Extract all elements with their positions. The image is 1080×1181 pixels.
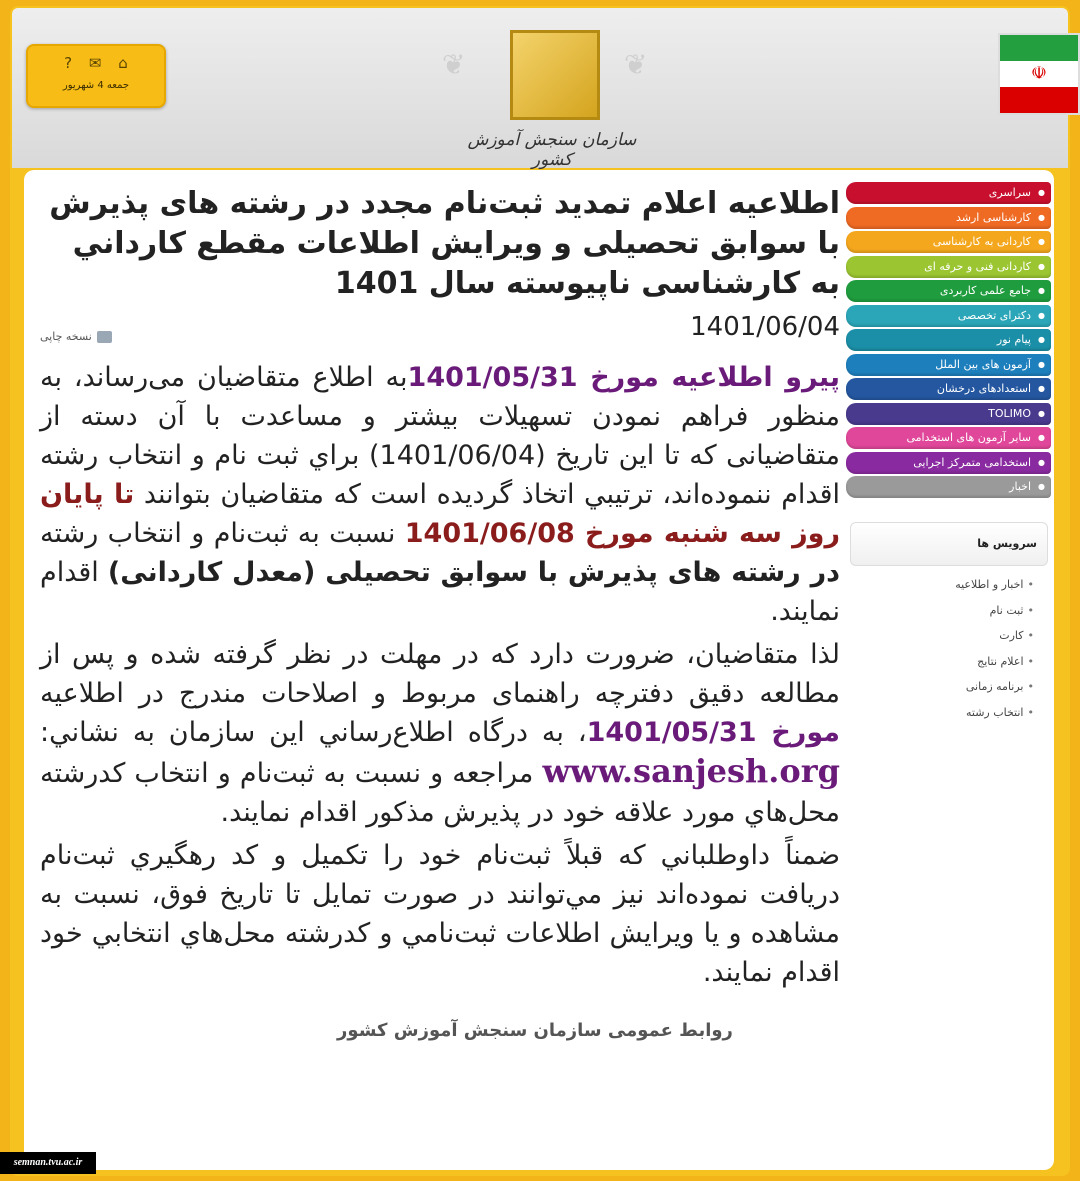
home-icon[interactable]: ⌂ bbox=[118, 54, 128, 72]
article-body bbox=[40, 358, 840, 992]
menu-item[interactable]: ● دکترای تخصصی bbox=[846, 305, 1051, 327]
menu-item[interactable]: ● آزمون های بین الملل bbox=[846, 354, 1051, 376]
menu-item[interactable]: ● استخدامی متمرکز اجرایی bbox=[846, 452, 1051, 474]
article-date: 1401/06/04 bbox=[690, 312, 840, 342]
menu-item[interactable]: ● کارشناسی ارشد bbox=[846, 207, 1051, 229]
side-menu bbox=[846, 182, 1051, 501]
article bbox=[40, 184, 840, 1041]
ornament-left-icon: ❦ bbox=[442, 48, 466, 81]
printer-icon bbox=[97, 331, 112, 343]
current-date: جمعه 4 شهریور bbox=[62, 80, 130, 91]
paragraph-2: لذا متقاضیان، ضرورت دارد که در مهلت در نظر گرفته شده و پس از مطالعه دقیق دفترچه راهنمای مربوط و اصلاحات مندرج در اطلاعیه مورخ 1401/05/31، به درگاه اطلاع‌رساني اين سازمان به نشاني: www.sanjesh.org مراجعه و نسبت به ثبت‌نام و انتخاب کدرشته محل‌هاي مورد علاقه خود در پذیرش مذکور اقدام نمایند. bbox=[40, 639, 840, 828]
service-link[interactable]: • اعلام نتایج bbox=[854, 649, 1044, 675]
help-icon[interactable]: ? bbox=[64, 54, 73, 72]
signature: روابط عمومی سازمان سنجش آموزش کشور bbox=[337, 1020, 733, 1041]
service-link[interactable]: • ثبت نام bbox=[854, 598, 1044, 624]
menu-item[interactable]: ● TOLIMO bbox=[846, 403, 1051, 425]
menu-item[interactable]: ● استعدادهای درخشان bbox=[846, 378, 1051, 400]
service-link[interactable]: • کارت bbox=[854, 623, 1044, 649]
menu-item[interactable]: ● اخبار bbox=[846, 476, 1051, 498]
menu-item[interactable]: ● سراسری bbox=[846, 182, 1051, 204]
iran-flag-icon: ☫ bbox=[998, 33, 1080, 115]
mail-icon[interactable]: ✉ bbox=[88, 54, 102, 72]
service-link[interactable]: • انتخاب رشته bbox=[854, 700, 1044, 726]
services-list bbox=[854, 572, 1044, 725]
paragraph-3: ضمناً داوطلباني كه قبلاً ثبت‌نام خود را تكميل و كد رهگيري ثبت‌نام دريافت نموده‌اند نيز مي‌توانند در صورت تمايل تا تاريخ فوق، نسبت به مشاهده و يا ويرايش اطلاعات ثبت‌نامي و كدرشته محل‌هاي انتخابي خود اقدام نمايند. bbox=[40, 840, 840, 988]
watermark: semnan.tvu.ac.ir bbox=[0, 1152, 96, 1174]
site-header bbox=[12, 8, 1068, 168]
menu-item[interactable]: ● کاردانی به کارشناسی bbox=[846, 231, 1051, 253]
services-header: سرویس ها bbox=[850, 522, 1048, 566]
sanjesh-website-link[interactable]: www.sanjesh.org bbox=[542, 752, 840, 790]
service-link[interactable]: • برنامه زمانی bbox=[854, 674, 1044, 700]
paragraph-1: پیرو اطلاعیه مورخ 1401/05/31به اطلاع متقاضیان می‌رساند، به منظور فراهم نمودن تسهیلات بیشتر و مساعدت با آن دسته از متقاضیانی که تا این تاریخ (1401/06/04) براي ثبت نام و انتخاب رشته اقدام ننموده‌اند، ترتیبي اتخاذ گردیده است که متقاضیان بتوانند تا پایان روز سه شنبه مورخ 1401/06/08 نسبت به ثبت‌نام و انتخاب رشته در رشته های پذیرش با سوابق تحصیلی (معدل کاردانی) اقدام نمایند. bbox=[40, 362, 840, 627]
main-content bbox=[24, 170, 1054, 1170]
article-title: اطلاعیه اعلام تمدید ثبت‌نام مجدد در رشته های پذیرش با سوابق تحصیلی و ویرایش اطلاعات مقطع كارداني به كارشناسی ناپیوسته سال 1401 bbox=[49, 186, 840, 301]
org-logo[interactable] bbox=[510, 30, 600, 120]
ornament-right-icon: ❦ bbox=[624, 48, 648, 81]
menu-item[interactable]: ● کاردانی فنی و حرفه ای bbox=[846, 256, 1051, 278]
menu-item[interactable]: ● سایر آزمون های استخدامی bbox=[846, 427, 1051, 449]
menu-item[interactable]: ● پیام نور bbox=[846, 329, 1051, 351]
service-link[interactable]: • اخبار و اطلاعیه bbox=[854, 572, 1044, 598]
date-box bbox=[26, 44, 166, 108]
menu-item[interactable]: ● جامع علمی کاربردی bbox=[846, 280, 1051, 302]
print-version-link[interactable]: نسخه چاپی bbox=[40, 330, 112, 343]
org-name: سازمان سنجش آموزش کشور bbox=[467, 130, 637, 170]
